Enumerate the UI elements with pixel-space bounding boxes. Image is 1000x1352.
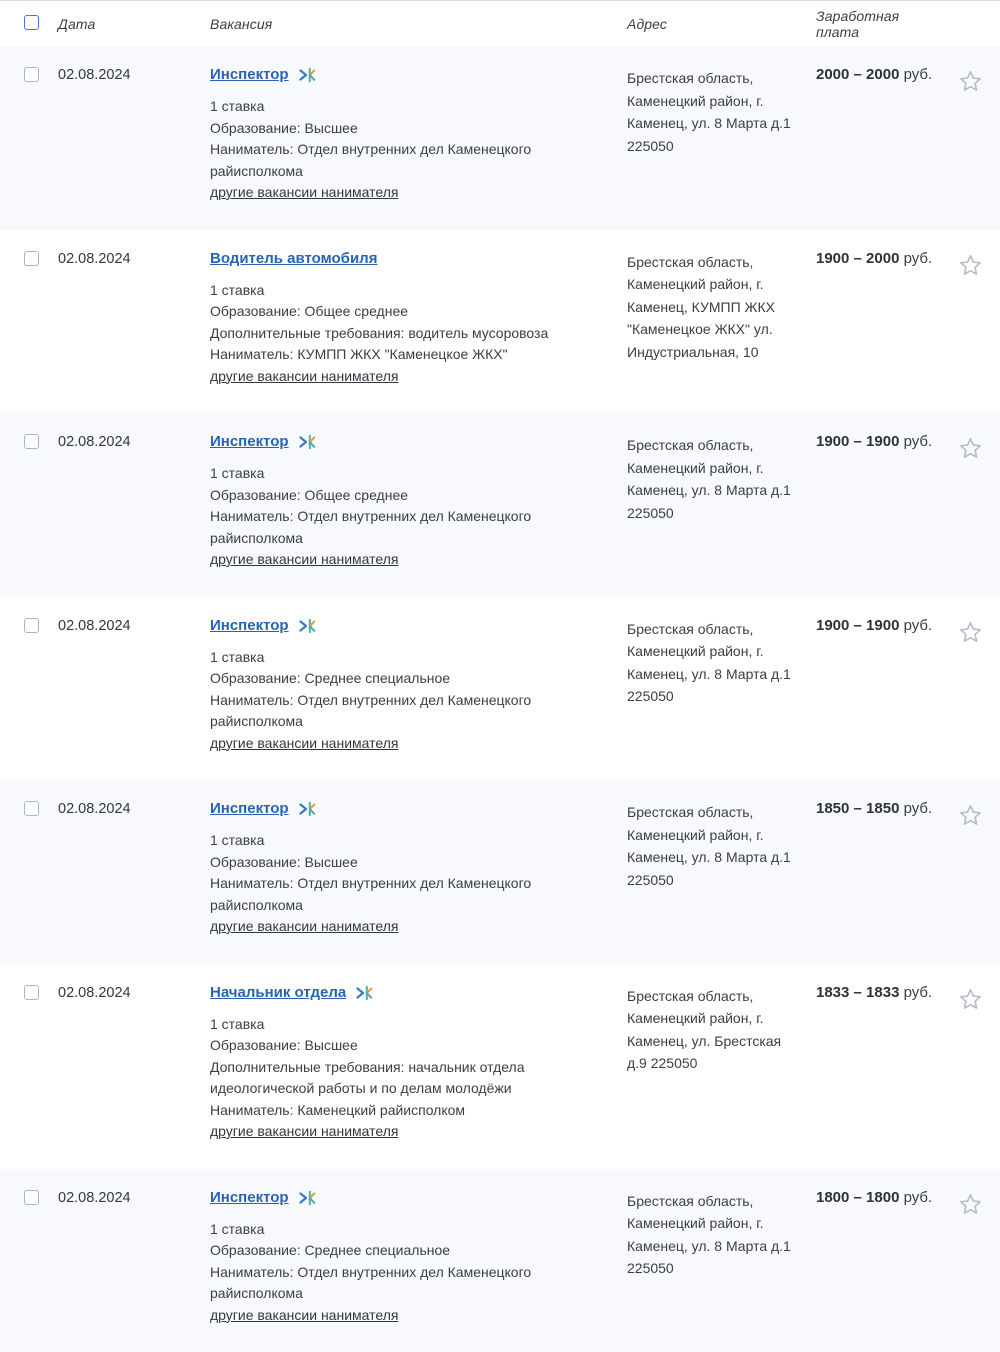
- vacancy-date: 02.08.2024: [58, 984, 210, 1143]
- other-vacancies-link[interactable]: другие вакансии нанимателя: [210, 916, 398, 938]
- table-row: [0, 597, 1000, 781]
- table-header: [0, 1, 1000, 46]
- vacancy-detail-line: Образование: Высшее: [210, 1035, 565, 1057]
- table-row: [0, 1169, 1000, 1352]
- salary-currency: руб.: [899, 66, 932, 83]
- favorite-star-icon[interactable]: [957, 435, 984, 462]
- vacancy-detail-line: Образование: Среднее специальное: [210, 1240, 565, 1262]
- favorite-star-icon[interactable]: [957, 619, 984, 646]
- vacancy-detail-line: Дополнительные требования: начальник отдела идеологической работы и по делам молодёжи: [210, 1057, 565, 1100]
- table-row: [0, 46, 1000, 230]
- vacancy-address: Брестская область, Каменецкий район, г. Каменец, ул. 8 Марта д.1 225050: [627, 617, 816, 755]
- vacancy-title-line: [210, 1189, 565, 1206]
- vacancy-date: 02.08.2024: [58, 800, 210, 938]
- vacancy-details: [210, 463, 565, 549]
- salary-range: 2000 – 2000: [816, 66, 899, 83]
- salary-currency: руб.: [899, 433, 932, 450]
- vacancy-detail-line: 1 ставка: [210, 1014, 565, 1036]
- salary-range: 1900 – 1900: [816, 433, 899, 450]
- vacancy-title-link[interactable]: Водитель автомобиля: [210, 250, 380, 267]
- salary-currency: руб.: [899, 617, 932, 634]
- vacancy-badge-icon: [299, 618, 316, 634]
- vacancy-address: Брестская область, Каменецкий район, г. Каменец, ул. 8 Марта д.1 225050: [627, 1189, 816, 1327]
- row-checkbox[interactable]: [24, 67, 39, 82]
- salary-currency: руб.: [899, 250, 932, 267]
- vacancy-address: Брестская область, Каменецкий район, г. Каменец, ул. 8 Марта д.1 225050: [627, 800, 816, 938]
- table-row: [0, 413, 1000, 597]
- vacancy-date: 02.08.2024: [58, 617, 210, 755]
- table-row: [0, 780, 1000, 964]
- vacancy-title-line: [210, 617, 565, 634]
- vacancy-details: [210, 280, 565, 366]
- row-checkbox[interactable]: [24, 251, 39, 266]
- vacancy-detail-line: Образование: Высшее: [210, 118, 565, 140]
- column-header-address: Адрес: [627, 16, 816, 32]
- favorite-star-icon[interactable]: [957, 252, 984, 279]
- vacancy-title-link[interactable]: Начальник отдела: [210, 984, 349, 1001]
- vacancy-title-link[interactable]: Инспектор: [210, 66, 292, 83]
- salary-currency: руб.: [899, 1189, 932, 1206]
- vacancy-detail-line: Наниматель: Отдел внутренних дел Каменецкого райисполкома: [210, 690, 565, 733]
- salary-range: 1900 – 2000: [816, 250, 899, 267]
- vacancy-address: Брестская область, Каменецкий район, г. Каменец, ул. 8 Марта д.1 225050: [627, 433, 816, 571]
- other-vacancies-link[interactable]: другие вакансии нанимателя: [210, 733, 398, 755]
- vacancy-detail-line: Образование: Общее среднее: [210, 485, 565, 507]
- vacancy-address: Брестская область, Каменецкий район, г. Каменец, КУМПП ЖКХ "Каменецкое ЖКХ" ул. Индустриальная, 10: [627, 250, 816, 388]
- vacancy-title-line: [210, 800, 565, 817]
- column-header-salary: Заработная плата: [816, 8, 941, 40]
- vacancy-badge-icon: [356, 985, 373, 1001]
- other-vacancies-link[interactable]: другие вакансии нанимателя: [210, 182, 398, 204]
- vacancy-title-link[interactable]: Инспектор: [210, 617, 292, 634]
- vacancy-title-link[interactable]: Инспектор: [210, 800, 292, 817]
- vacancy-details: [210, 1014, 565, 1122]
- vacancy-title-line: [210, 66, 565, 83]
- vacancy-detail-line: Наниматель: Отдел внутренних дел Каменецкого райисполкома: [210, 1262, 565, 1305]
- salary-range: 1833 – 1833: [816, 984, 899, 1001]
- vacancy-badge-icon: [299, 1190, 316, 1206]
- vacancy-detail-line: Наниматель: КУМПП ЖКХ "Каменецкое ЖКХ": [210, 344, 565, 366]
- table-row: [0, 964, 1000, 1169]
- vacancy-date: 02.08.2024: [58, 66, 210, 204]
- other-vacancies-link[interactable]: другие вакансии нанимателя: [210, 1121, 398, 1143]
- select-all-checkbox[interactable]: [24, 15, 39, 30]
- vacancy-title-line: [210, 433, 565, 450]
- vacancy-detail-line: 1 ставка: [210, 830, 565, 852]
- vacancy-detail-line: Дополнительные требования: водитель мусоровоза: [210, 323, 565, 345]
- vacancy-badge-icon: [299, 434, 316, 450]
- vacancy-salary: [816, 800, 941, 938]
- vacancy-details: [210, 830, 565, 916]
- vacancy-salary: [816, 984, 941, 1143]
- vacancy-table-body: [0, 46, 1000, 1352]
- favorite-star-icon[interactable]: [957, 802, 984, 829]
- vacancy-salary: [816, 66, 941, 204]
- other-vacancies-link[interactable]: другие вакансии нанимателя: [210, 366, 398, 388]
- vacancy-title-link[interactable]: Инспектор: [210, 433, 292, 450]
- vacancy-date: 02.08.2024: [58, 1189, 210, 1327]
- other-vacancies-link[interactable]: другие вакансии нанимателя: [210, 549, 398, 571]
- salary-range: 1850 – 1850: [816, 800, 899, 817]
- vacancy-detail-line: Наниматель: Отдел внутренних дел Каменецкого райисполкома: [210, 506, 565, 549]
- salary-range: 1800 – 1800: [816, 1189, 899, 1206]
- favorite-star-icon[interactable]: [957, 68, 984, 95]
- favorite-star-icon[interactable]: [957, 986, 984, 1013]
- vacancy-details: [210, 647, 565, 733]
- row-checkbox[interactable]: [24, 801, 39, 816]
- table-row: [0, 230, 1000, 414]
- other-vacancies-link[interactable]: другие вакансии нанимателя: [210, 1305, 398, 1327]
- row-checkbox[interactable]: [24, 618, 39, 633]
- row-checkbox[interactable]: [24, 985, 39, 1000]
- vacancy-detail-line: Наниматель: Каменецкий райисполком: [210, 1100, 565, 1122]
- vacancy-address: Брестская область, Каменецкий район, г. Каменец, ул. Брестская д.9 225050: [627, 984, 816, 1143]
- row-checkbox[interactable]: [24, 1190, 39, 1205]
- vacancy-detail-line: Наниматель: Отдел внутренних дел Каменецкого райисполкома: [210, 873, 565, 916]
- vacancy-salary: [816, 433, 941, 571]
- vacancy-date: 02.08.2024: [58, 250, 210, 388]
- vacancy-salary: [816, 1189, 941, 1327]
- vacancy-detail-line: Наниматель: Отдел внутренних дел Каменецкого райисполкома: [210, 139, 565, 182]
- vacancy-details: [210, 96, 565, 182]
- vacancy-detail-line: 1 ставка: [210, 463, 565, 485]
- vacancy-salary: [816, 617, 941, 755]
- vacancy-badge-icon: [299, 801, 316, 817]
- vacancy-detail-line: 1 ставка: [210, 96, 565, 118]
- vacancy-salary: [816, 250, 941, 388]
- vacancy-badge-icon: [299, 67, 316, 83]
- vacancy-title-line: [210, 984, 565, 1001]
- vacancy-detail-line: Образование: Высшее: [210, 852, 565, 874]
- salary-currency: руб.: [899, 984, 932, 1001]
- favorite-star-icon[interactable]: [957, 1191, 984, 1218]
- vacancy-detail-line: 1 ставка: [210, 1219, 565, 1241]
- vacancy-detail-line: 1 ставка: [210, 280, 565, 302]
- vacancy-title-link[interactable]: Инспектор: [210, 1189, 292, 1206]
- salary-range: 1900 – 1900: [816, 617, 899, 634]
- vacancy-detail-line: 1 ставка: [210, 647, 565, 669]
- vacancy-title-line: [210, 250, 565, 267]
- row-checkbox[interactable]: [24, 434, 39, 449]
- vacancy-date: 02.08.2024: [58, 433, 210, 571]
- column-header-date: Дата: [58, 16, 210, 32]
- vacancy-detail-line: Образование: Общее среднее: [210, 301, 565, 323]
- column-header-vacancy: Вакансия: [210, 16, 627, 32]
- salary-currency: руб.: [899, 800, 932, 817]
- vacancy-address: Брестская область, Каменецкий район, г. Каменец, ул. 8 Марта д.1 225050: [627, 66, 816, 204]
- vacancy-detail-line: Образование: Среднее специальное: [210, 668, 565, 690]
- vacancy-details: [210, 1219, 565, 1305]
